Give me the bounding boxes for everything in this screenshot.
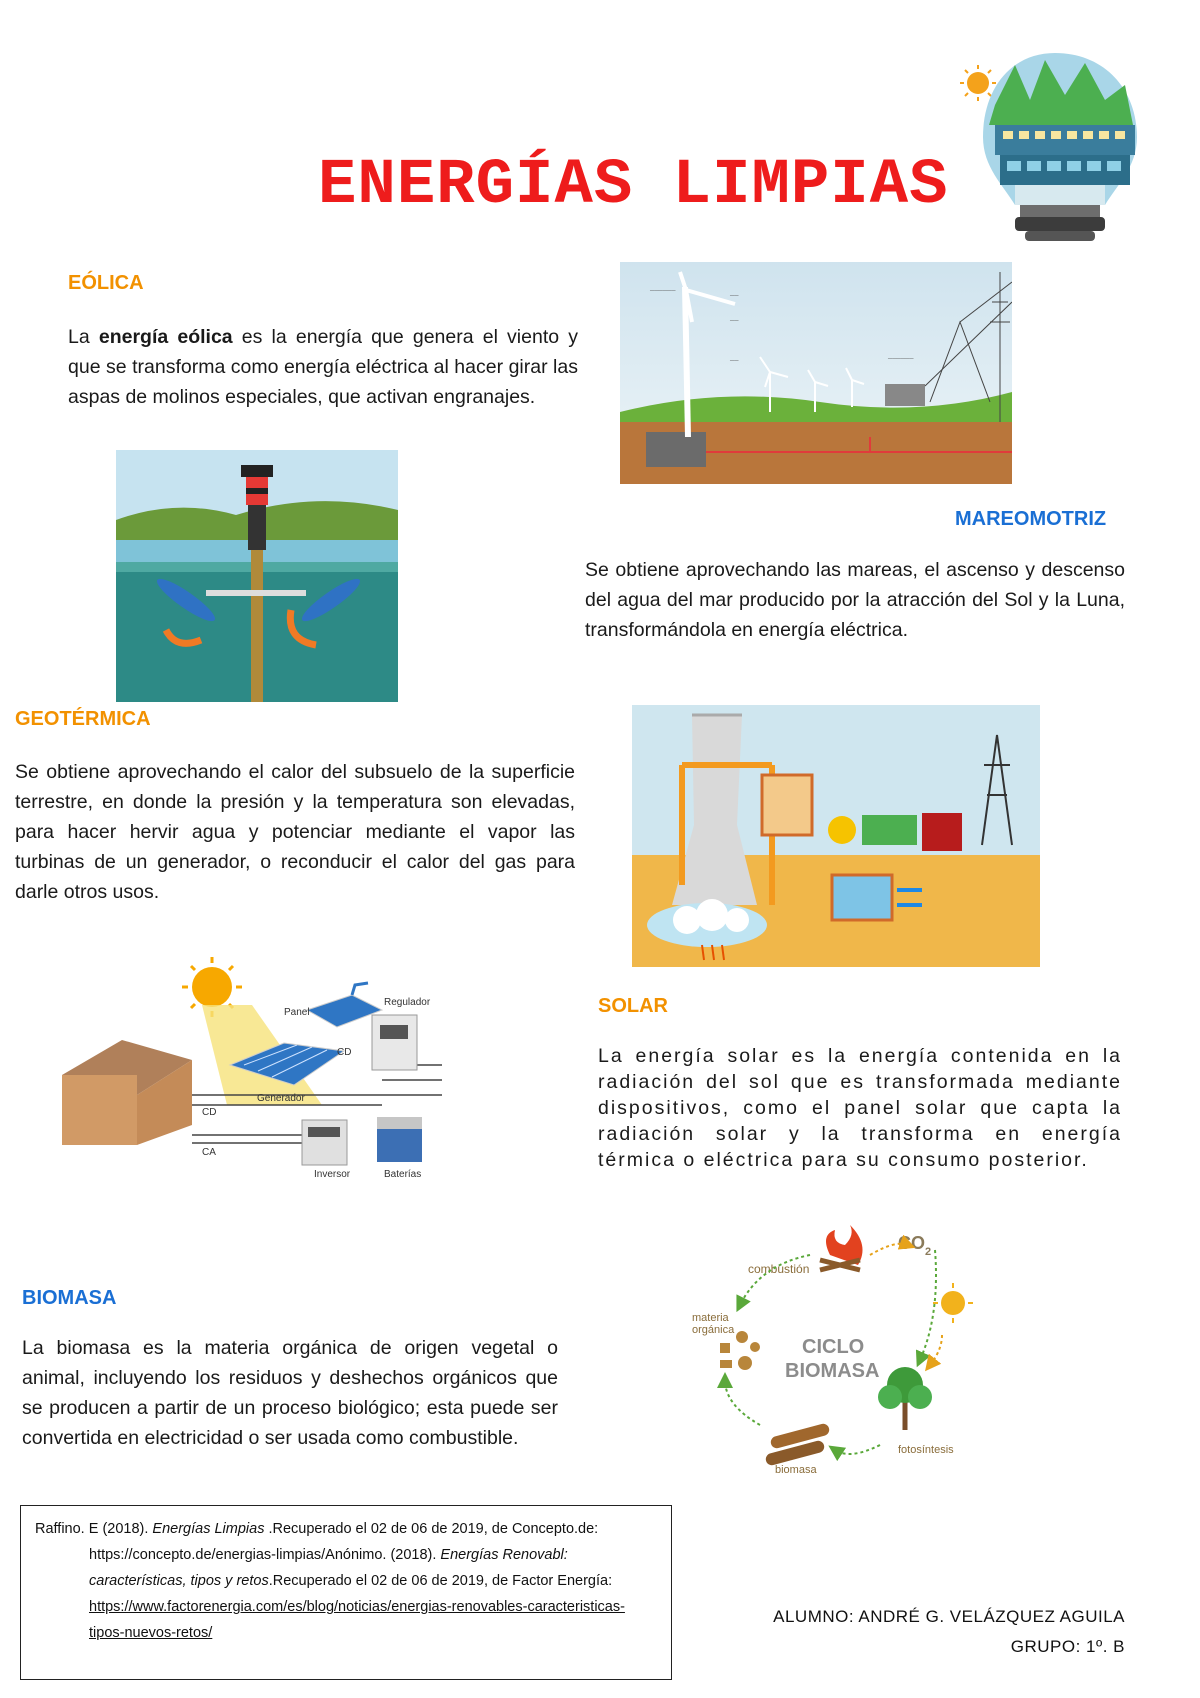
references-box — [20, 1505, 672, 1680]
solar-home-diagram — [52, 955, 494, 1187]
wind-farm-diagram — [620, 262, 1012, 484]
reference-line-2: https://concepto.de/energias-limpias/Anónimo. (2018). Energías Renovabl: — [89, 1547, 568, 1563]
svg-text:──────: ────── — [888, 356, 914, 362]
reference-line-4 — [35, 1594, 657, 1620]
ciclo-biomasa-label: BIOMASA — [785, 1360, 880, 1382]
solar-heading: SOLAR — [598, 995, 668, 1017]
solar-ca-label: CA — [202, 1147, 216, 1158]
materia-label: materia — [692, 1312, 729, 1324]
eolica-text: La energía eólica es la energía que genera el viento y que se transforma como energía eléctrica al hacer girar las aspas de molinos especiales, que activan engranajes. — [68, 326, 578, 408]
biomasa-heading: BIOMASA — [22, 1287, 117, 1309]
eolica-bold-term: energía eólica — [98, 326, 233, 348]
energy-bulb-illustration — [955, 45, 1155, 255]
solar-panel-label: Panel — [284, 1007, 310, 1018]
biomass-cycle-diagram — [680, 1225, 980, 1480]
page-title: ENERGÍAS LIMPIAS — [318, 150, 949, 222]
geothermal-plant-diagram — [632, 705, 1040, 967]
combustion-label: combustión — [748, 1262, 810, 1276]
ciclo-label: CICLO — [802, 1336, 865, 1358]
svg-text:──: ── — [730, 358, 739, 364]
organica-label: orgánica — [692, 1324, 735, 1336]
tidal-turbine-image — [116, 450, 398, 702]
co2-label: $CO_2$ — [898, 1233, 932, 1258]
student-group: GRUPO: 1º. B — [1010, 1637, 1125, 1656]
solar-regulador-label: Regulador — [384, 997, 431, 1008]
solar-inversor-label: Inversor — [314, 1169, 351, 1180]
solar-baterias-label: Baterías — [384, 1169, 422, 1180]
reference-line-5 — [35, 1620, 657, 1646]
svg-text:──: ── — [730, 318, 739, 324]
geotermica-text: Se obtiene aprovechando el calor del subsuelo de la superficie terrestre, en donde la presión y la temperatura son elevadas, para hacer hervir agua y potenciar mediante el vapor las turbinas de un generador, o reconducir el calor del gas para darle otros usos. — [15, 761, 575, 903]
student-name: ALUMNO: ANDRÉ G. VELÁZQUEZ AGUILA — [773, 1607, 1125, 1626]
factorenergia-link-continued[interactable]: tipos-nuevos-retos/ — [89, 1625, 213, 1641]
fotosintesis-label: fotosíntesis — [898, 1444, 954, 1456]
biomasa-small-label: biomasa — [775, 1464, 817, 1476]
reference-line-3: características, tipos y retos.Recuperado el 02 de 06 de 2019, de Factor Energía: — [89, 1573, 613, 1589]
factorenergia-link[interactable]: https://www.factorenergia.com/es/blog/noticias/energias-renovables-caracteristicas- — [89, 1599, 625, 1615]
eolica-heading: EÓLICA — [68, 272, 144, 294]
mareomotriz-heading: MAREOMOTRIZ — [955, 508, 1107, 530]
svg-text:──────: ────── — [650, 288, 676, 294]
reference-line-1: Raffino. E (2018). Energías Limpias .Recuperado el 02 de 06 de 2019, de Concepto.de: — [35, 1521, 599, 1537]
solar-cd-label-2: CD — [202, 1107, 217, 1118]
mareomotriz-text: Se obtiene aprovechando las mareas, el ascenso y descenso del agua del mar producido por la atracción del Sol y la Luna, transformándola en energía eléctrica. — [585, 559, 1125, 641]
biomasa-text: La biomasa es la materia orgánica de origen vegetal o animal, incluyendo los residuos y deshechos orgánicos que se producen a partir de un proceso biológico; esta puede ser convertida en electricidad o ser usada como combustible. — [22, 1337, 558, 1449]
svg-text:──: ── — [730, 293, 739, 299]
solar-text: La energía solar es la energía contenida en la radiación del sol que es transformada mediante dispositivos, como el panel solar que capta la radiación solar y la transforma en energía térmica o eléctrica para su consumo posterior. — [598, 1045, 1122, 1171]
solar-generador-label: Generador — [257, 1093, 305, 1104]
geotermica-heading: GEOTÉRMICA — [15, 708, 151, 730]
solar-cd-label-1: CD — [337, 1047, 352, 1058]
